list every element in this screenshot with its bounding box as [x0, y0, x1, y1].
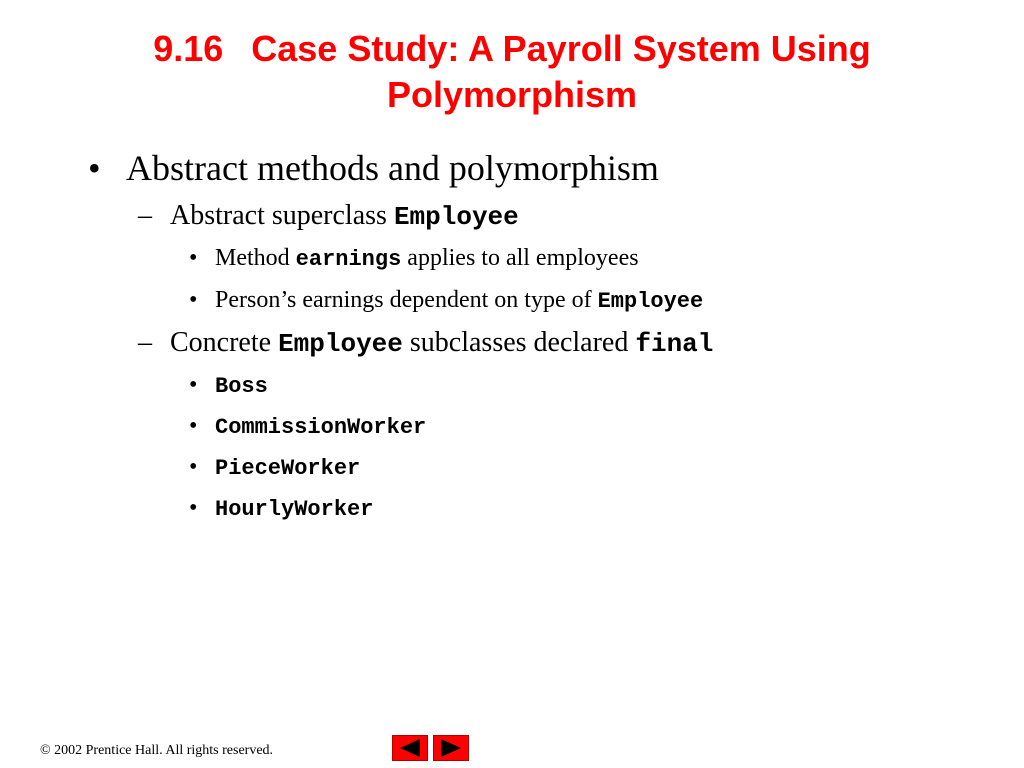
dash-icon: – [138, 200, 152, 231]
item-piece-worker [189, 452, 360, 484]
code-earnings: earnings [295, 247, 402, 272]
item-text: Method [215, 245, 296, 271]
bullet-text: Abstract methods and polymorphism [126, 148, 659, 188]
code-hourly-worker: HourlyWorker [215, 497, 374, 522]
bullet-icon: • [189, 245, 198, 271]
section-number: 9.16 [153, 28, 224, 69]
code-piece-worker: PieceWorker [215, 456, 361, 481]
item-text: Person’s earnings dependent on type of [215, 287, 598, 313]
right-arrow-icon [434, 736, 468, 760]
sub-bullet-abstract-superclass [138, 199, 519, 234]
code-commission-worker: CommissionWorker [215, 415, 427, 440]
item-person-earnings [189, 285, 703, 317]
item-commission-worker [189, 411, 426, 443]
dash-icon: – [138, 327, 152, 358]
previous-slide-button[interactable] [392, 735, 428, 761]
code-boss: Boss [215, 374, 268, 399]
item-method-earnings [189, 243, 639, 275]
item-boss [189, 370, 268, 402]
item-text-suffix: applies to all employees [401, 245, 639, 271]
left-arrow-icon [393, 736, 427, 760]
code-final: final [635, 329, 714, 359]
bullet-icon: • [189, 372, 198, 398]
copyright-footer: © 2002 Prentice Hall. All rights reserved. [40, 743, 274, 758]
sub-bullet-text-middle: subclasses declared [402, 327, 636, 358]
code-employee: Employee [597, 289, 704, 314]
sub-bullet-text: Abstract superclass [170, 200, 394, 231]
slide-title [0, 26, 1024, 118]
bullet-icon: • [189, 413, 198, 439]
title-line-2: Polymorphism [386, 74, 638, 115]
title-text-1: Case Study: A Payroll System Using [251, 28, 871, 69]
bullet-icon: • [88, 148, 101, 188]
bullet-icon: • [189, 495, 198, 521]
bullet-icon: • [189, 287, 198, 313]
next-slide-button[interactable] [433, 735, 469, 761]
code-employee: Employee [393, 202, 519, 232]
item-hourly-worker [189, 493, 373, 525]
bullet-abstract-methods [88, 147, 659, 189]
sub-bullet-concrete-subclasses [138, 326, 713, 361]
code-employee: Employee [278, 329, 403, 359]
bullet-icon: • [189, 454, 198, 480]
title-line-1 [0, 26, 1024, 72]
sub-bullet-text: Concrete [170, 327, 279, 358]
